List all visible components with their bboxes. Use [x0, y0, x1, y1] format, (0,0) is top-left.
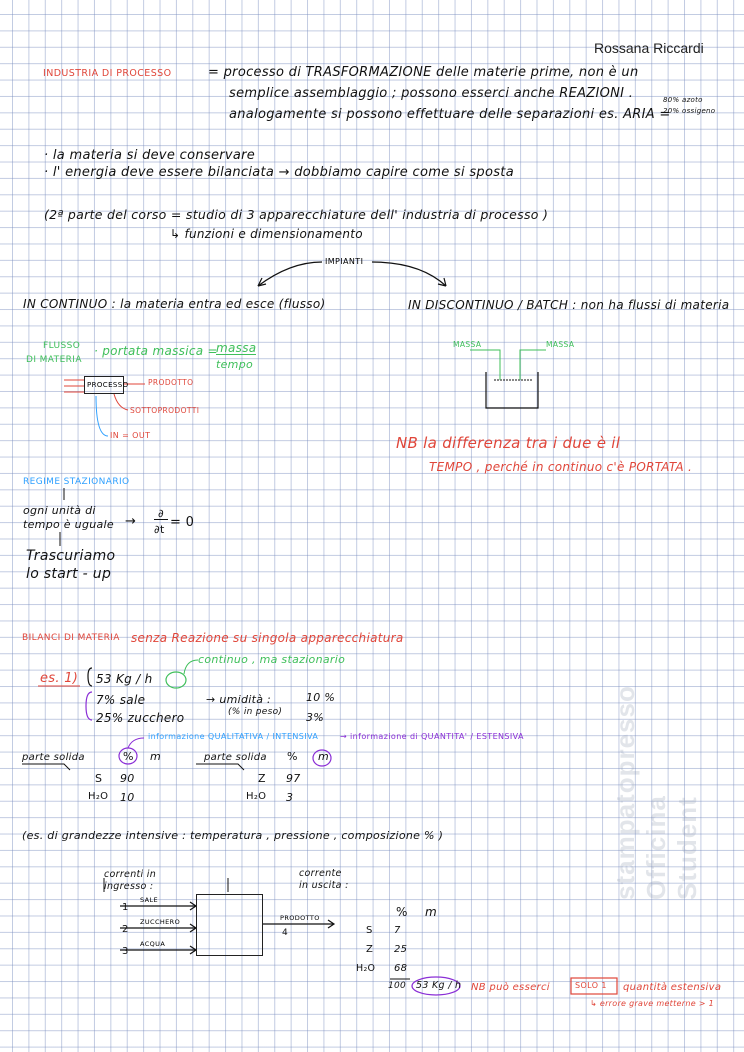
example-1-label: es. 1) — [40, 671, 79, 686]
nb-line-1: NB la differenza tra i due è il — [396, 434, 621, 452]
intro-note-1: 80% azoto — [663, 96, 703, 104]
intensive-examples: (es. di grandezze intensive : temperatura , pressione , composizione % ) — [22, 829, 444, 842]
table2-row1-val: 97 — [286, 772, 301, 785]
intro-line-2: semplice assemblaggio ; possono esserci anche REAZIONI . — [229, 86, 634, 101]
diagram-error-note: ↳ errore grave metterne > 1 — [590, 999, 715, 1008]
umidita-value-1: 10 % — [306, 691, 336, 704]
umidita-label: → umidità : — [206, 693, 272, 706]
diagram-row-2-val: 25 — [394, 944, 408, 955]
nb-line-2: TEMPO , perché in continuo c'è PORTATA . — [429, 460, 693, 474]
table2-row1-key: Z — [258, 772, 266, 785]
info-qualitativa: informazione QUALITATIVA / INTENSIVA — [148, 732, 319, 741]
table1-row2-val: 10 — [120, 791, 135, 804]
diagram-input-2-n: 2 — [122, 924, 129, 935]
regime-line-2: tempo è uguale — [23, 518, 114, 531]
table2-h-m: m — [318, 750, 330, 763]
input-zucchero: 25% zucchero — [96, 711, 185, 725]
regime-arrow: → — [125, 514, 137, 529]
portata-denominator: tempo — [216, 358, 254, 371]
diagram-input-3-n: 3 — [122, 946, 129, 957]
process-label: PROCESSO — [87, 381, 129, 389]
input-sale: 7% sale — [96, 693, 146, 707]
table1-row1-key: S — [95, 772, 103, 785]
impianti-label: IMPIANTI — [325, 257, 364, 266]
input-flow: 53 Kg / h — [96, 672, 153, 686]
table1-h-m: m — [150, 750, 162, 763]
intro-note-2: 20% ossigeno — [663, 107, 716, 115]
diagram-col-m: m — [425, 905, 437, 919]
diagram-row-2-key: Z — [366, 944, 374, 955]
diagram-input-1-n: 1 — [122, 902, 129, 913]
in-out-label: IN = OUT — [110, 431, 151, 440]
batch-massa-1: MASSA — [453, 340, 482, 349]
bullet-1: · la materia si deve conservare — [44, 148, 256, 163]
diagram-solo-badge: SOLO 1 — [575, 981, 607, 990]
portata-formula: · portata massica = — [94, 344, 218, 358]
intro-line-1: = processo di TRASFORMAZIONE delle materie prime, non è un — [208, 65, 639, 80]
diagram-output-n: 4 — [282, 928, 289, 938]
regime-startup: lo start - up — [26, 566, 112, 582]
diagram-row-1-key: S — [366, 925, 373, 936]
table1-h-pct: % — [123, 750, 134, 763]
regime-equals-zero: = 0 — [170, 515, 195, 530]
bilanci-title: BILANCI DI MATERIA — [22, 633, 120, 643]
diagram-row-3-key: H₂O — [356, 963, 376, 974]
intro-line-3: analogamente si possono effettuare delle separazioni es. ARIA = — [229, 107, 671, 122]
diagram-output-label: PRODOTTO — [280, 914, 320, 922]
table2-label: parte solida — [204, 752, 267, 763]
table1-row1-val: 90 — [120, 772, 135, 785]
table1-label: parte solida — [22, 752, 85, 763]
flusso-label-2: DI MATERIA — [26, 355, 82, 365]
diagram-in-title-1: correnti in — [104, 869, 157, 880]
diagram-total-flow: 53 Kg / h — [416, 980, 462, 991]
diagram-out-title-2: in uscita : — [299, 880, 349, 891]
diagram-row-3-val: 68 — [394, 963, 408, 974]
continuo-line: IN CONTINUO : la materia entra ed esce (flusso) — [23, 297, 326, 311]
diagram-row-1-val: 7 — [394, 925, 401, 936]
umidita-peso: (% in peso) — [228, 707, 283, 717]
info-quantita: → informazione di QUANTITA' / ESTENSIVA — [340, 732, 524, 741]
diagram-nb-text-2: quantità estensiva — [623, 982, 722, 993]
portata-numerator: massa — [216, 341, 257, 355]
bullet-2: · l' energia deve essere bilanciata → dobbiamo capire come si sposta — [44, 165, 514, 180]
bilanci-subtitle: senza Reazione su singola apparecchiatura — [131, 631, 404, 645]
watermark: stampatopresso Officina Student — [610, 685, 702, 900]
table2-row2-val: 3 — [286, 791, 294, 804]
table2-row2-key: H₂O — [246, 791, 267, 802]
diagram-nb-text: NB può esserci — [471, 982, 550, 993]
regime-trascuriamo: Trascuriamo — [26, 548, 116, 564]
course-sub: ↳ funzioni e dimensionamento — [170, 227, 363, 241]
diagram-input-1-label: SALE — [140, 896, 159, 904]
diagram-in-title-2: ingresso : — [104, 881, 154, 892]
regime-title: REGIME STAZIONARIO — [23, 477, 130, 487]
discontinuo-line: IN DISCONTINUO / BATCH : non ha flussi di materia — [408, 298, 730, 312]
bilanci-continuo-note: continuo , ma stazionario — [198, 653, 346, 666]
regime-partial-den: ∂t — [154, 523, 165, 536]
umidita-value-2: 3% — [306, 711, 325, 724]
diagram-out-title-1: corrente — [299, 868, 342, 879]
course-line: (2ª parte del corso = studio di 3 apparecchiature dell' industria di processo ) — [44, 207, 549, 222]
batch-massa-2: MASSA — [546, 340, 575, 349]
diagram-total-pct: 100 — [388, 981, 407, 991]
diagram-input-2-label: ZUCCHERO — [140, 918, 181, 926]
table1-row2-key: H₂O — [88, 791, 109, 802]
sottoprodotti-label: SOTTOPRODOTTI — [130, 406, 200, 415]
regime-partial-num: ∂ — [154, 508, 168, 520]
diagram-col-pct: % — [396, 905, 408, 919]
flusso-label-1: FLUSSO — [43, 341, 81, 351]
prodotto-label: PRODOTTO — [148, 378, 194, 387]
diagram-process-box — [196, 894, 263, 956]
diagram-input-3-label: ACQUA — [140, 940, 166, 948]
intro-title: INDUSTRIA DI PROCESSO — [43, 68, 172, 79]
regime-line-1: ogni unità di — [23, 504, 96, 517]
table2-h-pct: % — [287, 750, 298, 763]
author-name: Rossana Riccardi — [594, 40, 704, 56]
